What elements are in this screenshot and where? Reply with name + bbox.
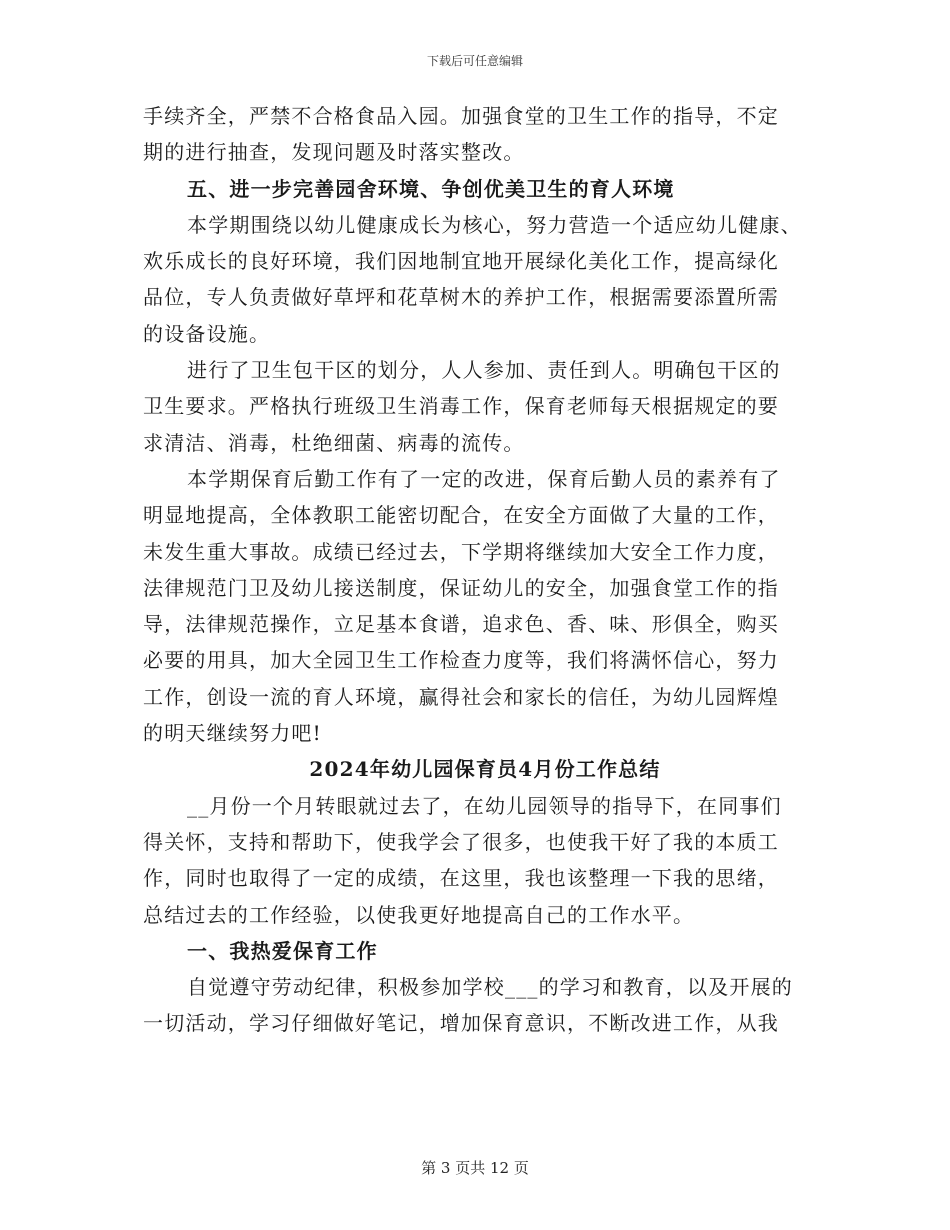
section-heading: 一、我热爱保育工作	[187, 938, 378, 963]
text-line: 得关怀，支持和帮助下，使我学会了很多，也使我干好了我的本质工	[143, 829, 779, 854]
document-title: 2024年幼儿园保育员4月份工作总结	[309, 757, 661, 782]
text-line: 的明天继续努力吧!	[143, 721, 322, 746]
text-line: 必要的用具，加大全园卫生工作检查力度等，我们将满怀信心，努力	[143, 648, 779, 673]
document-body	[143, 98, 807, 1042]
text-line: 进行了卫生包干区的划分，人人参加、责任到人。明确包干区的	[187, 358, 781, 383]
text-line: 法律规范门卫及幼儿接送制度，保证幼儿的安全，加强食堂工作的指	[143, 575, 779, 600]
text-line: 期的进行抽查，发现问题及时落实整改。	[143, 140, 525, 165]
text-line: 自觉遵守劳动纪律，积极参加学校___的学习和教育，以及开展的	[187, 975, 793, 1000]
text-line: 欢乐成长的良好环境，我们因地制宜地开展绿化美化工作，提高绿化	[143, 249, 779, 274]
text-line: 手续齐全，严禁不合格食品入园。加强食堂的卫生工作的指导，不定	[143, 104, 779, 128]
text-line: 工作，创设一流的育人环境，赢得社会和家长的信任，为幼儿园辉煌	[143, 684, 779, 709]
text-line: 未发生重大事故。成绩已经过去，下学期将继续加大安全工作力度，	[143, 539, 779, 564]
text-line: 品位，专人负责做好草坪和花草树木的养护工作，根据需要添置所需	[143, 285, 779, 310]
text-line: 求清洁、消毒，杜绝细菌、病毒的流传。	[143, 430, 525, 455]
text-line: 本学期保育后勤工作有了一定的改进，保育后勤人员的素养有了	[187, 466, 781, 491]
text-line: 明显地提高，全体教职工能密切配合，在安全方面做了大量的工作，	[143, 503, 779, 528]
text-line: 作，同时也取得了一定的成绩，在这里，我也该整理一下我的思绪，	[143, 866, 779, 891]
section-heading: 五、进一步完善园舍环境、争创优美卫生的育人环境	[187, 176, 675, 201]
text-line: 一切活动，学习仔细做好笔记，增加保育意识，不断改进工作，从我	[143, 1011, 779, 1036]
text-line: 的设备设施。	[143, 321, 271, 346]
page-header: 下载后可任意编辑	[426, 54, 523, 68]
text-line: 卫生要求。严格执行班级卫生消毒工作，保育老师每天根据规定的要	[143, 394, 779, 419]
text-line: 本学期围绕以幼儿健康成长为核心，努力营造一个适应幼儿健康、	[187, 212, 802, 237]
page-footer: 第 3 页共 12 页	[421, 1159, 529, 1177]
text-line: 导，法律规范操作，立足基本食谱，追求色、香、味、形俱全，购买	[143, 612, 779, 637]
text-line: 总结过去的工作经验，以使我更好地提高自己的工作水平。	[143, 902, 695, 927]
text-line: __月份一个月转眼就过去了，在幼儿园领导的指导下，在同事们	[187, 793, 782, 818]
